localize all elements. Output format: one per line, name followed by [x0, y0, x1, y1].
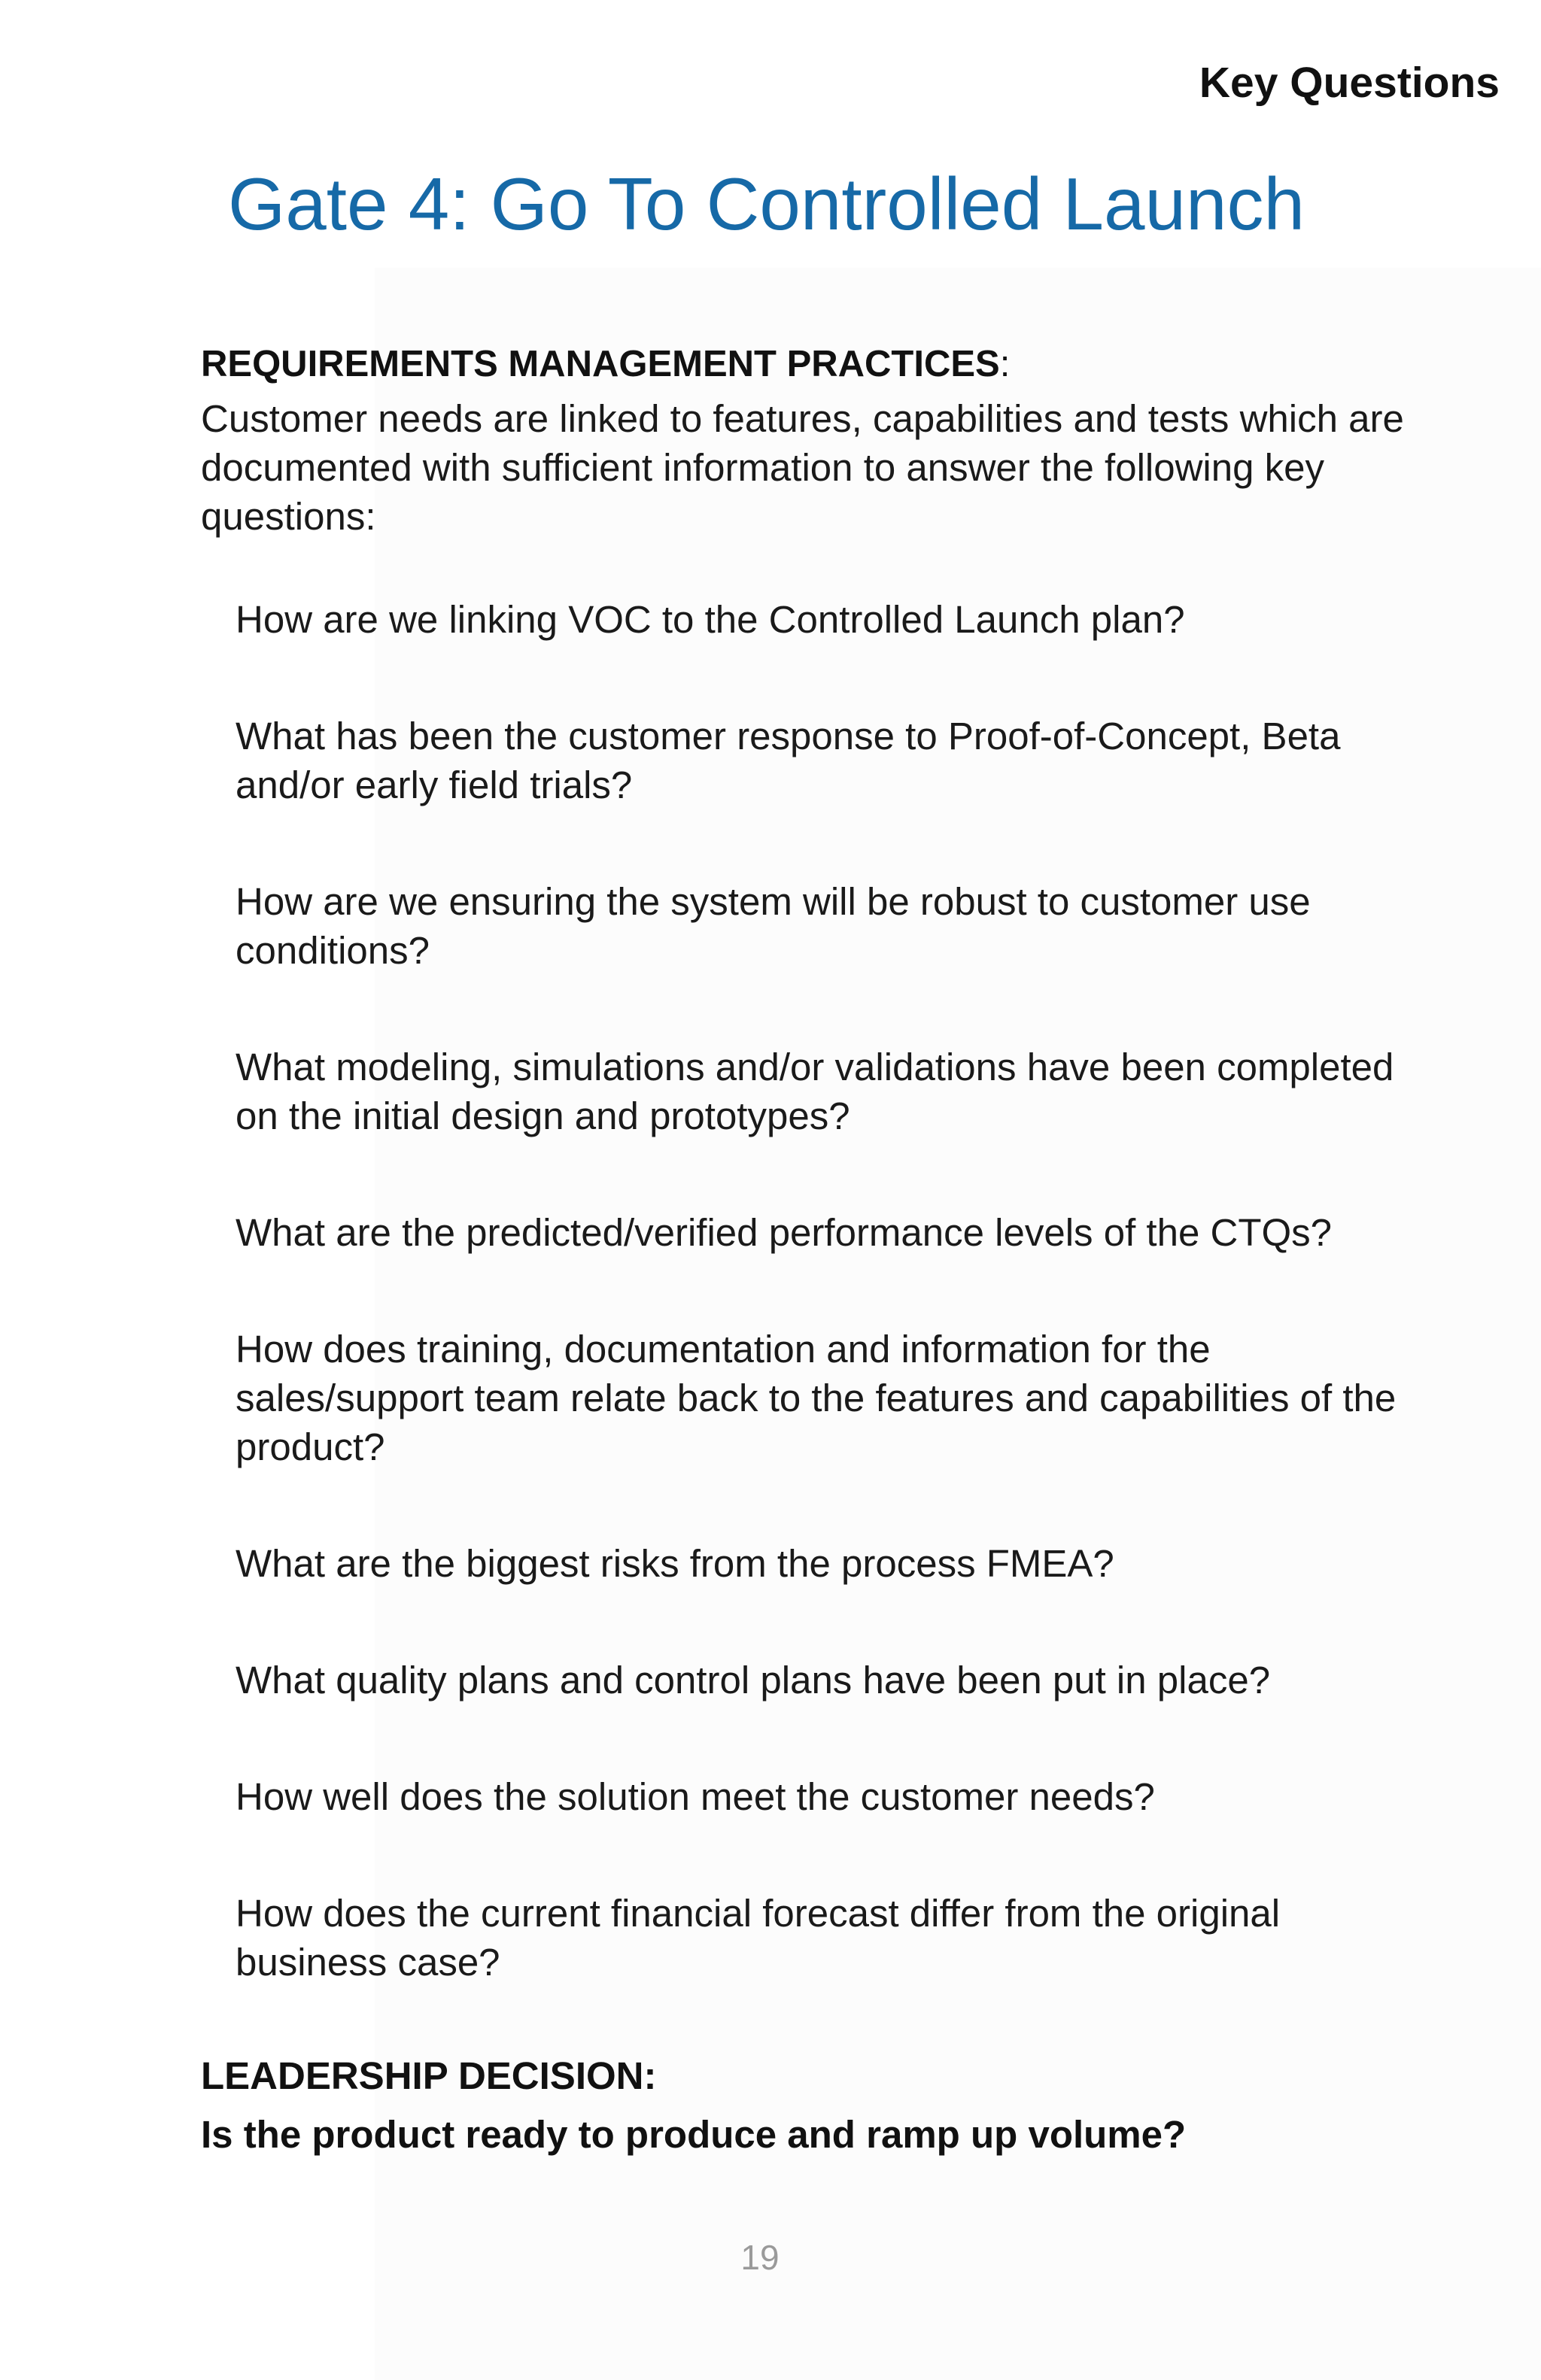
question-item: How well does the solution meet the customer needs?: [236, 1775, 1155, 1818]
page-title: Gate 4: Go To Controlled Launch: [228, 162, 1305, 245]
question-item: How does the current financial forecast differ from the original business case?: [236, 1892, 1281, 1984]
question-item: How are we ensuring the system will be robust to customer use conditions?: [236, 880, 1311, 972]
page-number: 19: [740, 2238, 780, 2277]
requirements-intro: Customer needs are linked to features, capabilities and tests which are documented with sufficient information to answer the following key questions:: [201, 397, 1404, 538]
main-content: [201, 343, 1435, 2164]
section-label: Key Questions: [1199, 59, 1500, 107]
requirements-heading-colon: :: [999, 344, 1011, 384]
requirements-heading: [201, 343, 1435, 385]
leadership-decision: [201, 2047, 1435, 2164]
question-item: What quality plans and control plans have been put in place?: [236, 1659, 1271, 1702]
question-item: How does training, documentation and information for the sales/support team relate back to the features and capabilities of the product?: [236, 1328, 1397, 1468]
question-item: What modeling, simulations and/or validations have been completed on the initial design and prototypes?: [236, 1046, 1394, 1137]
question-item: What has been the customer response to Proof-of-Concept, Beta and/or early field trials?: [236, 715, 1341, 806]
question-item: How are we linking VOC to the Controlled Launch plan?: [236, 598, 1185, 641]
decision-heading: LEADERSHIP DECISION:: [201, 2054, 657, 2097]
decision-question: Is the product ready to produce and ramp up volume?: [201, 2113, 1187, 2156]
question-item: What are the biggest risks from the process FMEA?: [236, 1542, 1114, 1585]
requirements-heading-text: REQUIREMENTS MANAGEMENT PRACTICES: [201, 344, 1000, 384]
key-questions-list: [201, 595, 1435, 1987]
question-item: What are the predicted/verified performance levels of the CTQs?: [236, 1211, 1333, 1254]
